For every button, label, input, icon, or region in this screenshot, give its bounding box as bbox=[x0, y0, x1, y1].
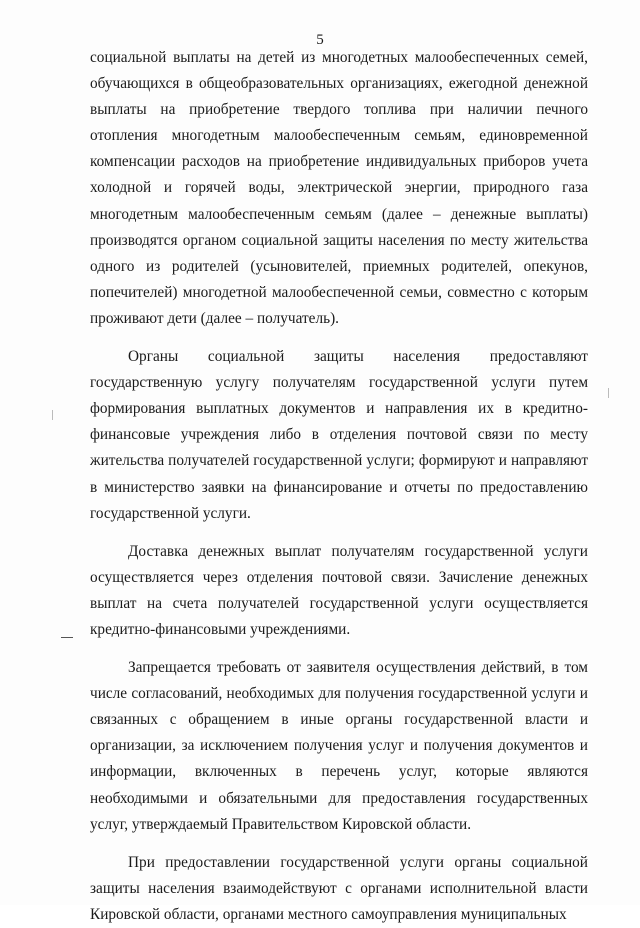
document-body bbox=[90, 45, 588, 928]
scan-artifact bbox=[52, 410, 53, 420]
paragraph-continuation: социальной выплаты на детей из многодетных малообеспеченных семей, обучающихся в общеобразовательных организациях, ежегодной денежной выплаты на приобретение твердого топлива при наличии печного отопления многодетным малообеспеченным семьям, единовременной компенсации расходов на приобретение индивидуальных приборов учета холодной и горячей воды, электрической энергии, природного газа многодетным малообеспеченным семьям (далее – денежные выплаты) производятся органом социальной защиты населения по месту жительства одного из родителей (усыновителей, приемных родителей, опекунов, попечителей) многодетной малообеспеченной семьи, совместно с которым проживают дети (далее – получатель). bbox=[90, 49, 588, 327]
scan-artifact bbox=[608, 388, 609, 398]
page-number: 5 bbox=[316, 32, 324, 48]
paragraph: Запрещается требовать от заявителя осуществления действий, в том числе согласований, необходимых для получения государственной услуги и связанных с обращением в иные органы государственной власти и организации, за исключением получения услуг и получения документов и информации, включенных в перечень услуг, которые являются необходимыми и обязательными для предоставления государственных услуг, утверждаемый Правительством Кировской области. bbox=[90, 659, 588, 833]
paragraph: Органы социальной защиты населения предоставляют государственную услугу получателям государственной услуги путем формирования выплатных документов и направления их в кредитно-финансовые учреждения либо в отделения почтовой связи по месту жительства получателей государственной услуги; формируют и направляют в министерство заявки на финансирование и отчеты по предоставлению государственной услуги. bbox=[90, 348, 588, 522]
paragraph: При предоставлении государственной услуги органы социальной защиты населения взаимодействуют с органами исполнительной власти Кировской области, органами местного самоуправления муниципальных bbox=[90, 853, 588, 923]
margin-mark bbox=[61, 637, 73, 638]
paragraph: Доставка денежных выплат получателям государственной услуги осуществляется через отделения почтовой связи. Зачисление денежных выплат на счета получателей государственной услуги осуществляется кредитно-финансовыми учреждениями. bbox=[90, 542, 588, 638]
